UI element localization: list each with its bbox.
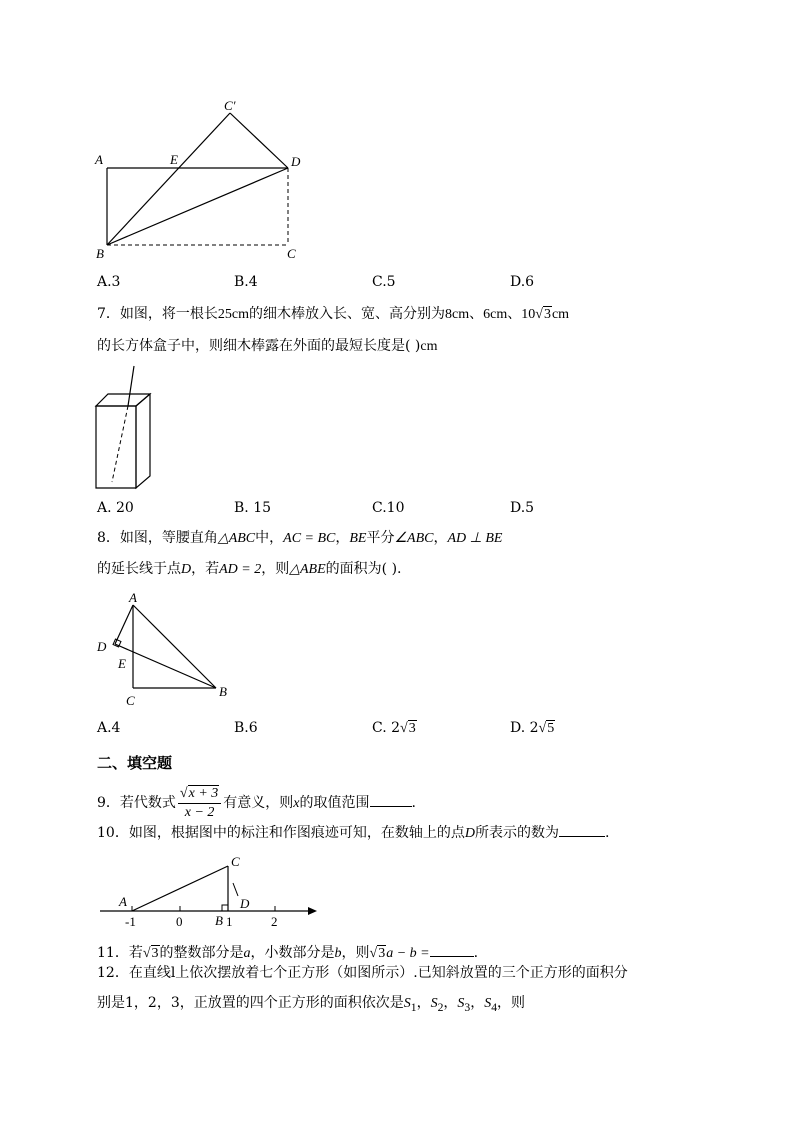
label-D: D [240, 896, 250, 911]
label-A: A [95, 152, 103, 167]
q6-option-d: D.6 [510, 274, 535, 290]
q7-line2: 的长方体盒子中，则细木棒露在外面的最短长度是( )cm [97, 338, 438, 354]
isosceles-right-triangle-figure [92, 588, 242, 710]
q7-option-a: A. 20 [97, 500, 134, 516]
q9-answer-blank [370, 792, 412, 807]
q11-line: 11．若√3的整数部分是a，小数部分是b，则√3a − b = . [97, 942, 478, 964]
q7-line1: 7．如图，将一根长25cm的细木棒放入长、宽、高分别为8cm、6cm、10√3cm [97, 306, 570, 322]
q6-option-a: A.3 [97, 274, 121, 290]
q8-option-a: A.4 [97, 720, 121, 736]
q12-line1: 12．在直线l上依次摆放着七个正方形（如图所示）.已知斜放置的三个正方形的面积分 [97, 965, 628, 981]
q8-line1: 8．如图，等腰直角△ABC中，AC = BC，BE平分∠ABC，AD ⊥ BE [97, 530, 503, 546]
q9-line: 9．若代数式 $\frac{√x + 3}{x - 2}$ 有意义，则x的取值范围 . [97, 786, 416, 820]
label-C: C [126, 693, 135, 708]
label-A: A [129, 590, 137, 605]
q7-option-c: C.10 [372, 500, 405, 516]
q7-option-d: D.5 [510, 500, 535, 516]
label-B: B [215, 913, 223, 928]
q10-line: 10．如图，根据图中的标注和作图痕迹可知，在数轴上的点D所表示的数为 . [97, 822, 609, 844]
rectangle-fold-figure [90, 95, 320, 270]
q12-line2: 别是1，2，3，正放置的四个正方形的面积依次是$S_1$，$S_2$，$S_3$，$S_4$，则 [97, 995, 526, 1014]
label-B: B [96, 246, 104, 261]
q6-option-b: B.4 [234, 274, 258, 290]
q8-option-c: C. 2√3 [372, 720, 416, 736]
q8-option-b: B.6 [234, 720, 258, 736]
q11-answer-blank [430, 942, 474, 957]
tick-minus1: -1 [125, 914, 136, 929]
label-C-prime: C′ [224, 98, 236, 113]
label-C: C [231, 854, 240, 869]
q8-line2: 的延长线于点D，若AD = 2，则△ABE的面积为( ). [97, 561, 402, 577]
tick-1: 1 [226, 914, 233, 929]
tick-2: 2 [271, 914, 278, 929]
label-D: D [291, 154, 301, 169]
label-D: D [97, 639, 107, 654]
q9-fraction: $\frac{√x + 3}{x - 2}$ [178, 784, 221, 822]
q8-option-d: D. 2√5 [510, 720, 555, 736]
box-stick-figure [92, 362, 162, 492]
q10-answer-blank [559, 822, 605, 837]
number-line-figure [95, 850, 325, 930]
q6-option-c: C.5 [372, 274, 396, 290]
tick-0: 0 [176, 914, 183, 929]
label-E: E [118, 656, 126, 671]
label-B: B [219, 684, 227, 699]
q7-option-b: B. 15 [234, 500, 272, 516]
label-A: A [119, 894, 127, 909]
section-fill-in-header: 二、填空题 [97, 754, 173, 772]
label-C: C [287, 246, 296, 261]
label-E: E [170, 152, 178, 167]
